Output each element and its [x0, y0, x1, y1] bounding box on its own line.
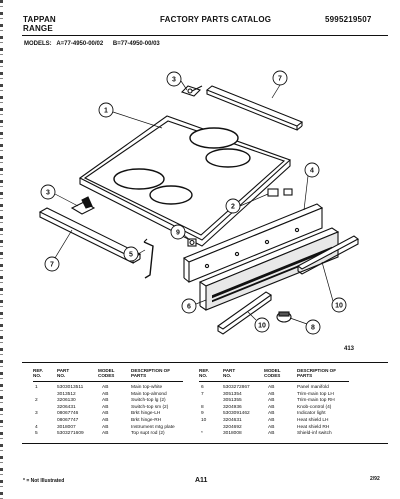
- table-cell-ref: 8: [201, 404, 204, 410]
- table-cell-part: 5303272867: [223, 385, 250, 390]
- table-cell-part: 5303271609: [57, 431, 84, 437]
- trim-top-rh-part: [207, 86, 302, 130]
- table-cell-desc: Top supt rod (2): [131, 431, 165, 437]
- table-cell-desc: Switch-top lg (2): [131, 398, 166, 404]
- table-cell-desc: Trim-main top LH: [297, 391, 334, 397]
- callout-label: 10: [335, 302, 343, 310]
- table-cell-ref: 7: [201, 391, 204, 397]
- header-desc-left: DESCRIPTION OF PARTS: [131, 368, 171, 379]
- table-cell-model: AB: [268, 398, 275, 404]
- table-cell-part: 3204936: [223, 404, 242, 410]
- table-cell-part: 08067746: [57, 411, 79, 417]
- table-cell-ref: 3: [35, 411, 38, 417]
- table-cell-part: 3204631: [223, 418, 242, 423]
- table-cell-ref: 4: [35, 424, 38, 430]
- callout-label: 3: [172, 76, 176, 84]
- table-cell-model: AB: [268, 404, 275, 410]
- table-cell-desc: Switch-top sm (2): [131, 404, 169, 410]
- table-cell-desc: Instrument mtg plate: [131, 424, 175, 430]
- brand-block: [23, 15, 56, 33]
- header-underline-right: [199, 381, 349, 382]
- table-cell-ref: 10: [201, 418, 207, 423]
- header-underline-left: [33, 381, 183, 382]
- callout-label: 7: [50, 261, 54, 269]
- header-part-right: PART NO.: [223, 368, 236, 379]
- table-cell-desc: Brkt hinge-LH: [131, 411, 161, 417]
- table-cell-part: 3013512: [57, 391, 76, 397]
- table-cell-part: 5303013511: [57, 385, 84, 390]
- control-knob-part: [277, 312, 291, 322]
- figure-number: 413: [344, 346, 355, 352]
- table-cell-desc: Panel manifold: [297, 385, 329, 390]
- switch-top-large-part: [268, 189, 278, 196]
- table-cell-part: 3206431: [57, 404, 76, 410]
- revision-date: 2/92: [370, 476, 380, 482]
- header-part-left: PART NO.: [57, 368, 70, 379]
- callout-label: 7: [278, 75, 282, 83]
- callout-label: 2: [231, 203, 235, 211]
- callout-label: 6: [187, 303, 191, 311]
- model-b: B=77-4950-00/03: [112, 41, 160, 47]
- table-cell-desc: Trim-main top RH: [297, 398, 335, 404]
- table-cell-ref: *: [201, 431, 203, 437]
- table-cell-part: 3051354: [223, 391, 242, 397]
- table-cell-part: 08067747: [57, 418, 79, 423]
- table-cell-model: AB: [102, 391, 109, 397]
- table-cell-part: 3204692: [223, 424, 242, 430]
- table-cell-ref: 2: [35, 398, 38, 404]
- callout-label: 8: [311, 324, 315, 332]
- callout-label: 9: [176, 229, 180, 237]
- exploded-parts-diagram: [22, 50, 388, 360]
- table-cell-desc: Heat shield RH: [297, 424, 330, 430]
- table-cell-desc: Heat shield LH: [297, 418, 329, 423]
- table-cell-part: 3018008: [223, 431, 242, 437]
- callout-label: 10: [258, 322, 266, 330]
- table-cell-model: AB: [268, 431, 275, 437]
- main-top-part: [80, 116, 290, 246]
- table-cell-model: AB: [102, 385, 109, 390]
- hinge-bracket-lh-part: [72, 197, 94, 214]
- table-cell-model: AB: [102, 418, 109, 423]
- header-ref-right: REF. NO.: [199, 368, 209, 379]
- table-cell-model: AB: [268, 391, 275, 397]
- table-cell-model: AB: [102, 411, 109, 417]
- table-cell-model: AB: [268, 411, 275, 417]
- header-rule: [22, 35, 388, 36]
- model-a: A=77-4950-00/02: [56, 41, 104, 47]
- table-cell-part: 3051355: [223, 398, 242, 404]
- table-cell-desc: Main top-almond: [131, 391, 167, 397]
- models-line: [24, 41, 160, 47]
- header-ref-left: REF. NO.: [33, 368, 43, 379]
- table-cell-part: 5303091462: [223, 411, 250, 417]
- scan-edge-marks: [0, 0, 3, 499]
- header-desc-right: DESCRIPTION OF PARTS: [297, 368, 337, 379]
- product-type: RANGE: [23, 24, 53, 33]
- table-bottom-rule: [22, 443, 388, 444]
- callout-label: 1: [104, 107, 108, 115]
- table-cell-model: AB: [102, 398, 109, 404]
- footnote-not-illustrated: * = Not Illustrated: [23, 478, 65, 484]
- indicator-light-part: [188, 239, 196, 246]
- table-cell-model: AB: [268, 385, 275, 390]
- page-number: A11: [195, 477, 208, 484]
- header-model-left: MODEL CODES: [98, 368, 115, 379]
- support-rod-part: [144, 239, 153, 278]
- table-cell-part: 3018007: [57, 424, 76, 430]
- table-top-rule: [22, 362, 388, 363]
- callout-label: 5: [129, 251, 133, 259]
- table-cell-ref: 9: [201, 411, 204, 417]
- table-cell-desc: Knob-control (4): [297, 404, 332, 410]
- switch-top-small-part: [284, 189, 292, 195]
- catalog-number: 5995219507: [325, 15, 372, 24]
- table-cell-ref: 6: [201, 385, 204, 390]
- table-cell-desc: Indicator light: [297, 411, 326, 417]
- table-cell-desc: Main top-white: [131, 385, 163, 390]
- table-cell-part: 3206130: [57, 398, 76, 404]
- table-cell-model: AB: [102, 404, 109, 410]
- table-cell-model: AB: [102, 431, 109, 437]
- table-cell-desc: Shield-inf switch: [297, 431, 332, 437]
- header-model-right: MODEL CODES: [264, 368, 281, 379]
- brand-name: TAPPAN: [23, 15, 56, 24]
- callout-label: 4: [310, 167, 314, 175]
- models-label: MODELS:: [24, 41, 52, 47]
- table-cell-ref: 5: [35, 431, 38, 437]
- table-cell-model: AB: [268, 418, 275, 423]
- catalog-title: FACTORY PARTS CATALOG: [160, 15, 272, 24]
- table-cell-model: AB: [268, 424, 275, 430]
- callout-label: 3: [46, 189, 50, 197]
- table-cell-desc: Brkt hinge-RH: [131, 418, 162, 423]
- table-cell-model: AB: [102, 424, 109, 430]
- table-cell-ref: 1: [35, 385, 38, 390]
